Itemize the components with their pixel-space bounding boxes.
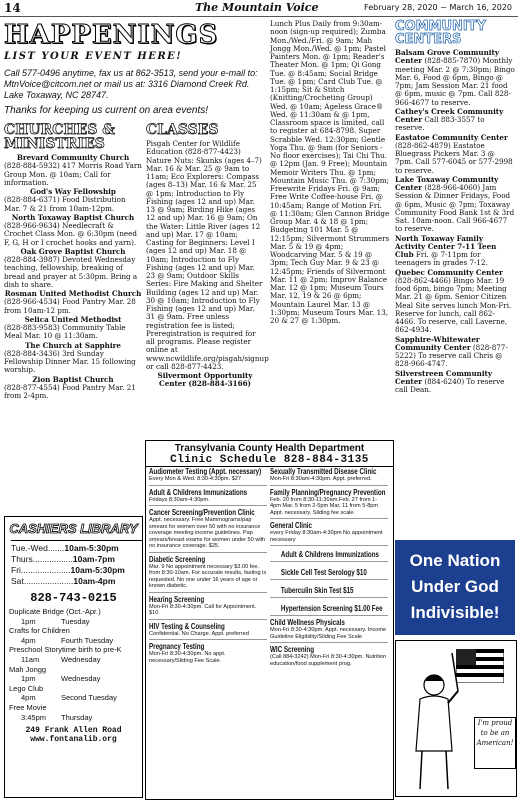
happenings-thanks: Thanks for keeping us current on area events!	[4, 105, 209, 116]
one-nation-ad	[395, 540, 515, 635]
list-item: Preschool Storytime birth to pre-K 11am Wednesday	[9, 645, 122, 664]
clinic-right-column	[270, 467, 388, 667]
list-item: Family Planning/Pregnancy Prevention Feb. 20 from 8:30-11:30am Feb. 27 from 1-4pm Mar. 5 from 2-5pm Mar. 11 from 5-8pm Appt. necessary. Sliding fee scale.	[270, 488, 388, 520]
silvermont-heading: Silvermont Opportunity Center (828-884-3166)	[157, 371, 253, 389]
list-item: Free Movie 3:45pm Thursday	[9, 702, 93, 722]
list-item: Lego Club 4pm Second Tuesday	[9, 683, 117, 703]
library-address: 249 Frank Allen Road	[25, 726, 122, 736]
proud-american-sign: I'm proud to be an American!	[474, 717, 516, 769]
list-item: Selica United Methodist (828-883-9583) Community Table Meal Mar. 10 @ 11:30am.	[4, 314, 126, 341]
happenings-title: HAPPENINGS	[4, 20, 219, 50]
list-item: Adult & Childrens Immunizations	[270, 550, 388, 562]
ad-line-2: Under God	[411, 577, 499, 596]
list-item: God's Way Fellowship (828-884-6371) Food Distribution Mar. 7 & 21 from 10am-12pm.	[4, 187, 126, 213]
happenings-subtitle: LIST YOUR EVENT HERE!	[4, 51, 183, 62]
list-item: Rosman United Methodist Church (828-966-4534) Food Pantry Mar. 28 from 10am-12 pm.	[4, 289, 142, 315]
list-item: Hearing Screening Mon-Fri 8:30-4:30pm. Call for Appointment. $10	[149, 595, 267, 620]
list-item: Lake Toxaway Community Center (828-966-4060) Jam Session & Dinner Fridays, Food @ 6pm, Music @ 7pm; Toxaway Community Food Bank 1st & 3rd Sat. 10am-noon. Call 966-4677 to reserve.	[395, 174, 515, 234]
church-list	[4, 154, 142, 400]
library-website: www.fontanalib.org	[30, 735, 117, 745]
silvermont-column	[270, 20, 390, 326]
list-item: Oak Grove Baptist Church (828-884-3987) Devoted Wednesday teaching, fellowship, breaking of bread and prayer at 5:30pm. Bring a dish to share.	[4, 246, 138, 289]
happenings-banner	[4, 20, 266, 116]
community-title: COMMUNITY CENTERS	[395, 19, 487, 47]
list-item: Balsam Grove Community Center (828-885-7870) Monthly meeting Mar. 2 @ 7:30pm; Bingo Mar. 6, Food @ 6pm, Bingo @ 7pm; Jam Session Mar. 21 food @ 6pm, music @ 7pm. Call 828-966-4677 to reserve.	[395, 48, 515, 107]
hours-row: Sat.....................10am-4pm	[11, 576, 116, 586]
list-item: HIV Testing & Counseling Confidential. No Charge. Appt. preferred	[149, 622, 267, 641]
list-item: Silverstreen Community Center (884-6240) To reserve call Dean.	[395, 368, 505, 394]
classes-title: CLASSES	[146, 122, 219, 138]
list-item: Zion Baptist Church (828-877-4554) Food Pantry Mar. 21 from 2-4pm.	[4, 374, 136, 400]
library-events	[9, 607, 142, 722]
ad-line-3: Indivisible!	[410, 603, 500, 622]
list-item: North Toxaway Family Activity Center 7-11 Teen Club Fri. @ 7-11pm for teenagers in grades 7-12.	[395, 233, 497, 268]
list-item: Crafts for Children 4pm Fourth Tuesday	[9, 626, 114, 645]
hours-row: Tue.-Wed.......10am-5:30pm	[11, 543, 119, 553]
proud-american-illustration	[395, 640, 517, 797]
list-item: Sickle Cell Test Serology $10	[270, 568, 388, 580]
list-item: Brevard Community Church (828-884-5932) 417 Morris Road Yarn Group Mon. @ 10am; Call for information.	[4, 153, 142, 187]
list-item: General Clinic every Friday 8:30am-4:30pm No appointment necessary	[270, 521, 388, 546]
list-item: North Toxaway Baptist Church (828-966-9634) Needlecraft & Crochet Class Mon. @ 6:30pm (need F, G, H or I crochet hooks and yarn).	[4, 212, 137, 247]
clinic-schedule-box	[145, 440, 394, 800]
man-illustration-icon	[406, 651, 466, 791]
ad-line-1: One Nation	[409, 551, 501, 570]
list-item: Hypertension Screening $1.00 Fee	[270, 604, 388, 616]
pisgah-center-listing: Pisgah Center for Wildlife Education (828-877-4423) Nature Nuts: Skunks (ages 4–7) Mar. 16 & Mar. 25 @ 9am to 11am; Eco Explorers: Compass (ages 8–13) Mar. 16 & Mar. 25 @ 1pm; Introduction to Fly Fishing (ages 12 and up) Mar. 13 @ 9am; Birding Hike (ages 12 and up) Mar. 16 @ 9am; On the Water: Little River (ages 12 and up) Mar. 17 @ 10am; Casting for Beginners: Level I (ages 12 and up) Mar. 18 @ 10am; Introduction to Fly Fishing (ages 12 and up) Mar. 23 @ 9am; Outdoor Skills Series: Fire Making and Shelter Building (ages 12 and up) Mar. 30 @ 10am; Introduction to Fly Fishing (ages 12 and up) Mar. 31 @ 9am. Free unless registration fee is listed; Preregistration is required for all programs. Please register online at www.ncwildlife.org/pisgah/signup or call 828-877-4423.	[146, 139, 269, 371]
list-item: Audiometer Testing (Appt. necessary) Every Mon & Wed. 8:30-4:30pm. $27	[149, 467, 267, 486]
churches-title: CHURCHES & MINISTRIES	[4, 122, 115, 152]
classes-column	[146, 122, 269, 390]
list-item: The Church at Sapphire (828-884-3436) 3rd Sunday Fellowship Dinner Mar. 15 following worship.	[4, 340, 136, 375]
community-list	[395, 49, 515, 394]
list-item: Cancer Screening/Prevention Clinic Appt. necessary. Free Mammograms/pap smears for women over 50 with no insurance coverage meeting income guidelines. Pap smears/breast exams for women under 50 with no insurance coverage. $25.	[149, 508, 267, 553]
library-phone: 828-743-0215	[30, 591, 117, 605]
list-item: Sapphire-Whitewater Community Center (828-877-5222) To reserve call Chris @ 828-966-4747.	[395, 334, 508, 369]
list-item: WIC Screening (Call 884-3242) Mon-Fri 8:30-4:30pm. Nutrition education/food supplement prog.	[270, 645, 387, 667]
list-item: Diabetic Screening Mar. 9 No appointment necessary $3.00 fee. from 8:30-10am. For accurate results, fasting is requested. No one under 16 years of age or known diabetic.	[149, 555, 267, 593]
library-hours	[11, 540, 142, 587]
page-header	[0, 0, 518, 17]
clinic-left-column	[149, 467, 267, 664]
page-number: 14	[4, 1, 21, 15]
hours-row: Fri.....................10am-5:30pm	[11, 565, 125, 575]
list-item: Pregnancy Testing Mon-Fri 8:30-4:30pm. No appt. necessary/Sliding Fee Scale.	[149, 642, 226, 664]
cashiers-library-ad	[4, 516, 143, 798]
issue-dates: February 28, 2020 ~ March 16, 2020	[364, 3, 512, 12]
happenings-contact: Call 577-0496 anytime, fax us at 862-3513, send your e-mail to: MtnVoice@citcom.net or mail us at: 3316 Diamond Creek Rd. Lake Toxaway, NC 28747.	[4, 68, 258, 100]
list-item: Duplicate Bridge (Oct.-Apr.) 1pm Tuesday	[9, 607, 101, 626]
list-item: Cathey's Creek Community Center Call 883-3557 to reserve.	[395, 106, 504, 133]
silvermont-listing: Lunch Plus Daily from 9:30am-noon (sign-up required); Zumba Mon./Wed./Fri. @ 9am; Mah Jongg Mon./Wed. @ 1pm; Pastel Painters Mon. @ 1pm; Reader's Theater Mon. @ 1pm; Qi Gong Tue. @ 8:45am; Social Bridge Tue. @ 1pm; Card Club Tue. @ 1:15pm; Sit & Stitch (Knitting/Crocheting Group) Wed. @ 10am; Ageless Grace® Wed. @ 11:30am & @ 1pm, Classroom space is limited, call to register at 684-8798. Super Scrabble Wed. 12:30pm; Gentle Yoga Thu. @ 9am (for Seniors -No floor exercises); Tai Chi Thu. @ 12pm (Jan. 9 Free); Mountain Memoir Writers Thu. @ 1pm; Mountain Music Thu. @ 7:30pm; Freewrite Fridays Fri. @ 9am; Free Write Coffee-house Fri. @ 10:45am; Range of Motion Fri. @ 11:30am; Glen Cannon Bridge Group Mar. 4 & 18 @ 1pm; Budgeting 101 Mar. 5 @ 12:15pm; Silvermont Strummers Mar. 5 & 19 @ 4pm; Woodcarving Mar. 5 & 19 @ 3pm; Tech Guy Mar. 9 & 23 @ 12:45pm; Friends of Silvermont Mar. 11 @ 2pm; Improv Balance Mar. 12 @ 1pm; Museum Tours Mar. 12, 19 & 26 @ 6pm; Mountain Laurel Mar. 13 @ 1:30pm; Museum Tours Mar. 13, 20 & 27 @ 1:30pm.	[270, 19, 390, 325]
hours-row: Thurs.................10am-7pm	[11, 554, 115, 564]
list-item: Child Wellness Physicals Mon-Fri 8:30-4:30pm. Appt. necessary. Income Guideline Eligibility/Sliding Fee Scale	[270, 618, 388, 643]
list-item: Quebec Community Center (828-862-4466) Bingo Mar. 19 food 6pm, bingo 7pm; Meeting Mar. 21 @ 6pm. Senior Citizen Meal Site serves lunch Mon-Fri. Reserve for lunch, call 862-4466. To reserve, call Laverne, 862-4934.	[395, 267, 512, 335]
clinic-title: Transylvania County Health Department	[174, 443, 365, 454]
library-title: CASHIERS LIBRARY	[9, 521, 138, 536]
list-item: Sexually Transmitted Disease Clinic Mon-Fri 8:30am-4:30pm. Appt. preferred.	[270, 467, 388, 486]
list-item: Tuberculin Skin Test $15	[270, 586, 388, 598]
masthead: The Mountain Voice	[195, 1, 319, 14]
churches-column	[4, 123, 142, 401]
list-item: Mah Jongg 1pm Wednesday	[9, 664, 101, 684]
list-item: Eastatoe Community Center (828-862-4879) Eastatoe Bluegrass Pickers Mar. 3 @ 7pm. Call 577-6045 or 577-2998 to reserve.	[395, 132, 513, 175]
community-column	[395, 20, 515, 395]
clinic-subtitle: Clinic Schedule 828-884-3135	[146, 454, 393, 467]
list-item: Adult & Childrens Immunizations Fridays 8:30am-4:30pm.	[149, 488, 267, 507]
